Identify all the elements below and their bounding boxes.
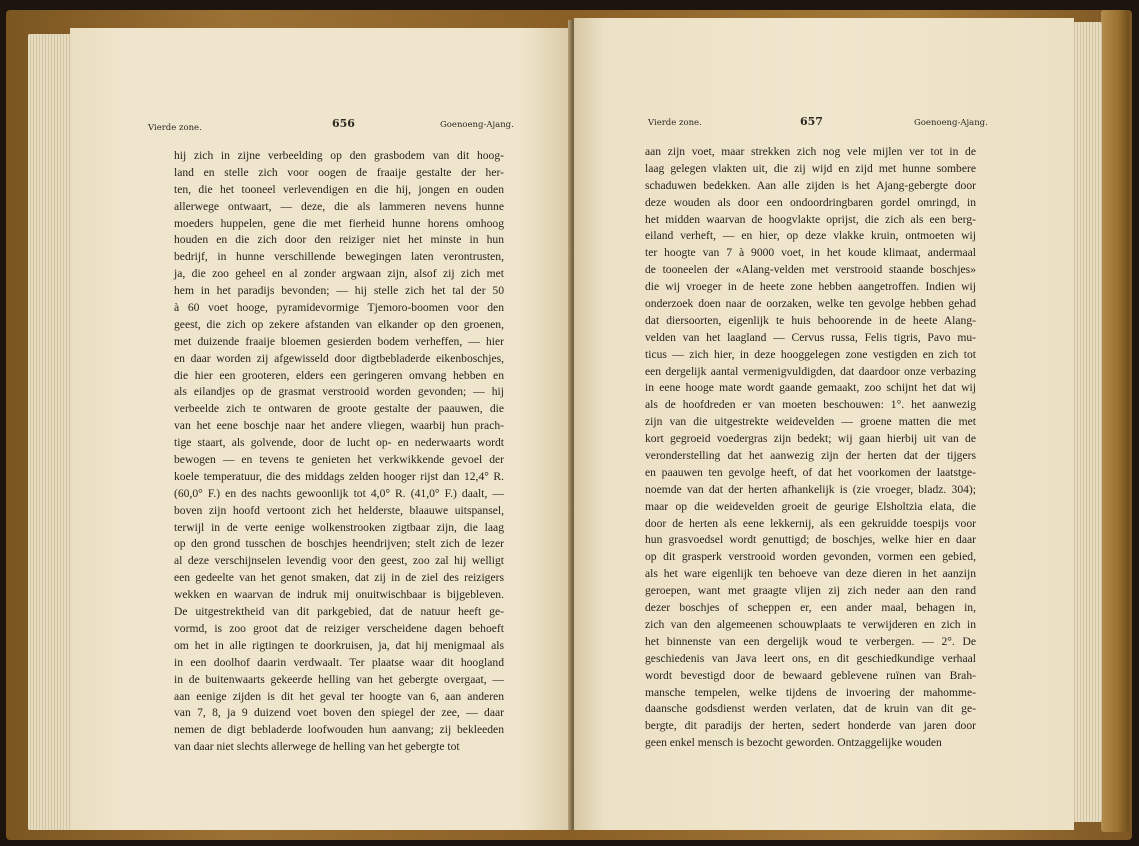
text-line: eiland verheft, — en hier, op deze vlakke kruin, ontmoeten wij — [645, 229, 976, 243]
text-line: in de buitenwaarts gekeerde helling van het gebergte overgaat, — — [174, 672, 504, 686]
text-line: het binnenste van een dergelijk woud te verbergen. — 2°. De — [645, 634, 976, 648]
left-page — [70, 28, 572, 830]
text-line: ten, die het tooneel verlevendigen en die hij, jongen en ouden — [174, 182, 504, 196]
text-line: zich van den algemeenen schouwplaats te verwijderen en zich in — [645, 617, 976, 631]
text-line: land en stelle zich voor oogen de fraaije gestalte der her- — [174, 165, 504, 179]
text-line: een gedeelte van het genot smaken, dat zij in de ziel des reizigers — [174, 571, 504, 585]
text-line: De uitgestrektheid van dit parkgebied, dat de natuur heeft ge- — [174, 605, 504, 619]
text-line: daansche godsdienst werden verlaten, dat de kruin van dit ge- — [645, 702, 976, 716]
text-line: terwijl in de verte eenige wolkenstrooken zigtbaar zijn, die laag — [174, 520, 504, 534]
text-line: kort gegroeid voedergras zijn bedekt; wij gaan hierbij uit van de — [645, 432, 976, 446]
text-line: vormd, is zoo groot dat de reiziger verscheidene dagen behoeft — [174, 621, 504, 635]
page-number: 656 — [332, 117, 355, 130]
page-number: 657 — [800, 115, 823, 128]
text-line: op den grond tusschen de boschjes heendrijven; stelt zich de lezer — [174, 537, 504, 551]
text-line: van 7, 8, ja 9 duizend voet boven den spiegel der zee, — daar — [174, 706, 504, 720]
text-line: bewogen — en tevens te genieten het verkwikkende gevoel der — [174, 453, 504, 467]
text-line: aan eenige zijden is dit het geval ter hoogte van 6, aan anderen — [174, 689, 504, 703]
text-line: het midden waarvan de hoogvlakte oprijst, die zich als een berg- — [645, 212, 976, 226]
text-line: à 60 voet hooge, pyramidevormige Tjemoro-boomen voor den — [174, 301, 504, 315]
text-line: bedrijf, in hunne verschillende bewegingen laten verontrusten, — [174, 250, 504, 264]
body-text — [645, 144, 976, 752]
text-line: onderzoek doen naar de oorzaken, welke ten gevolge hebben gehad — [645, 297, 976, 311]
text-line: de tooneelen der «Alang-velden met verstrooid staande boschjes» — [645, 263, 976, 277]
text-line: hij zich in zijne verbeelding op den grasbodem van dit hoog- — [174, 149, 504, 162]
running-head-right: Goenoeng-Ajang. — [914, 118, 988, 128]
text-line: hun grasvoedsel wordt genuttigd; de boschjes, welke hier en daar — [645, 533, 976, 547]
text-line: van daar niet slechts allerwege de helling van het gebergte tot — [174, 740, 460, 754]
text-line: wekken en waarvan de indruk mij onuitwischbaar is bijgebleven. — [174, 588, 504, 602]
text-line: mansche tempelen, welke tijdens de invoering der mahomme- — [645, 685, 976, 699]
text-line: allerwege ontwaart, — deze, die als lammeren nevens hunne — [174, 199, 504, 213]
text-line: schaduwen bedekken. Aan alle zijden is het Ajang-gebergte door — [645, 178, 976, 192]
text-line: wordt bevestigd door de bewaard geblevene ruïnen van Brah- — [645, 668, 976, 682]
text-line: laag gelegen vlakten uit, die zij wijd en zijd met hunne sombere — [645, 161, 976, 175]
text-line: hem in het paradijs bevonden; — hij stelle zich het tal der 50 — [174, 284, 504, 298]
running-head-left: Vierde zone. — [148, 123, 202, 133]
text-line: zijn van die uitgestrekte weidevelden — groene matten die met — [645, 415, 976, 429]
text-line: ja, die zoo geheel en al zonder argwaan zijn, alsof zij zich met — [174, 267, 504, 281]
book-cover-edge — [1101, 10, 1129, 832]
text-line: noemde van dat der herten afhankelijk is (zie vroeger, bladz. 304); — [645, 482, 976, 496]
text-line: dezer boschjes of scheppen er, een ander maal, behagen in, — [645, 601, 976, 615]
text-line: in een doolhof daarin verdwaalt. Ter plaatse waar dit hoogland — [174, 655, 504, 669]
text-line: deze wouden als door een ondoordringbaren gordel omringd, in — [645, 195, 976, 209]
text-line: met duizende fraaije bloemen gesierden bodem verheffen, — hier — [174, 334, 504, 348]
text-line: veronderstelling dat het aanwezig zijn der herten dat der tijgers — [645, 449, 976, 463]
text-line: dat diersoorten, eigenlijk te huis behoorende in de heete Alang- — [645, 313, 976, 327]
text-line: om het in alle rigtingen te doorkruisen, ja, dat hij menigmaal als — [174, 638, 504, 652]
running-head-left: Vierde zone. — [648, 118, 702, 128]
body-text — [174, 148, 504, 756]
text-line: in eene hooge mate wordt gaande gemaakt, zoo schijnt het dat wij — [645, 381, 976, 395]
text-line: houden en die zich door den reiziger niet het minste in hun — [174, 233, 504, 247]
text-line: die wij vroeger in de heete zone hebben aangetroffen. Indien wij — [645, 280, 976, 294]
text-line: koele temperatuur, die des middags zelden hooger rijst dan 12,4° R. — [174, 469, 504, 483]
text-line: als eilandjes op de grasmat verstrooid worden gevonden; — hij — [174, 385, 504, 399]
text-line: geroepen, want met graagte vlijen zij zich neder aan den rand — [645, 584, 976, 598]
text-line: nemen de digt bebladerde loofwouden hun aanvang; zij bekleeden — [174, 723, 504, 737]
text-line: bergte, dit paradijs der herten, sedert honderde van jaren door — [645, 719, 976, 733]
text-line: (60,0° F.) en des nachts gewoonlijk tot 4,0° R. (41,0° F.) daalt, — — [174, 486, 504, 500]
text-line: van het eene boschje naar het andere vliegen, waarbij hun prach- — [174, 419, 504, 433]
right-page — [574, 18, 1074, 830]
text-line: verbeelde zich te ontwaren de groote gestalte der paauwen, die — [174, 402, 504, 416]
text-line: geen enkel mensch is bezocht geworden. Ontzaggelijke wouden — [645, 736, 942, 750]
text-line: velden van het laagland — Cervus russa, Felis tigris, Pavo mu- — [645, 330, 976, 344]
text-line: ticus — zich hier, in deze hooggelegen zone vestigden en zich tot — [645, 347, 976, 361]
text-line: boven zijn hoofd vertoont zich het helderste, blaauwe uitspansel, — [174, 503, 504, 517]
text-line: die hier een grooteren, elders een geringeren omvang hebben en — [174, 368, 504, 382]
text-line: tige staart, als golvende, door de lucht op- en nederwaarts wordt — [174, 436, 504, 450]
text-line: een dergelijk aantal vermenigvuldigden, dat daardoor onze verbazing — [645, 364, 976, 378]
text-line: aan zijn voet, maar strekken zich nog vele mijlen ver tot in de — [645, 145, 976, 158]
text-line: als het ware eigenlijk ten behoeve van deze dieren in het aanzijn — [645, 567, 976, 581]
left-page-stack — [28, 34, 72, 830]
text-line: en paauwen ten gevolge heeft, of dat het voorkomen der laatstge- — [645, 465, 976, 479]
text-line: op dit grasperk verstrooid worden gevonden, vormen een gebied, — [645, 550, 976, 564]
text-line: en daar worden zij afgewisseld door digtbebladerde eikenboschjes, — [174, 351, 504, 365]
text-line: geschiedenis van Java leert ons, en dit geschiedkundige verhaal — [645, 651, 976, 665]
text-line: moeders huppelen, gene die met fierheid hunne horens omhoog — [174, 216, 504, 230]
running-head-right: Goenoeng-Ajang. — [440, 120, 514, 130]
text-line: door de herten als eene lekkernij, als een gekruidde toespijs voor — [645, 516, 976, 530]
text-line: al deze verschijnselen levendig voor den geest, zoo zal hij welligt — [174, 554, 504, 568]
text-line: als de hoofdreden er van moeten beschouwen: 1°. het aanwezig — [645, 398, 976, 412]
text-line: geest, die zich op zekere afstanden van elkander op den groenen, — [174, 317, 504, 331]
text-line: ter hoogte van 7 à 9000 voet, in het koude klimaat, andermaal — [645, 246, 976, 260]
text-line: maar op die weidevelden groeit de geurige Elsholtzia elata, die — [645, 499, 976, 513]
